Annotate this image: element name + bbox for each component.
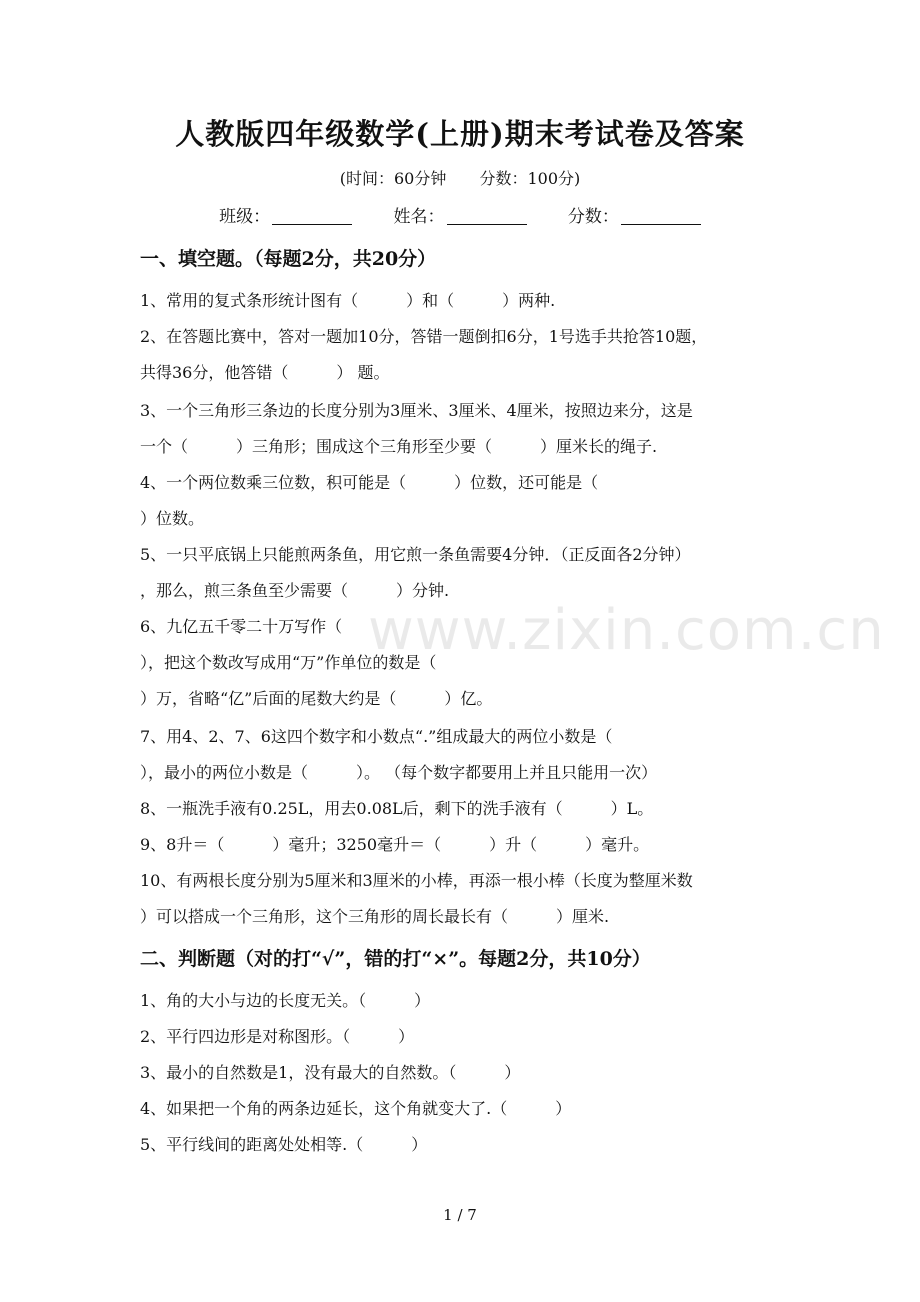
question-line: 1、常用的复式条形统计图有（ ）和（ ）两种. xyxy=(140,291,556,310)
time-info: (时间：60分钟 xyxy=(339,169,447,188)
class-label: 班级： xyxy=(219,207,271,227)
question-line: 10、有两根长度分别为5厘米和3厘米的小棒，再添一根小棒（长度为整厘米数 xyxy=(140,871,693,890)
section-judge-heading: 二、判断题（对的打“√”，错的打“×”。每题2分，共10分） xyxy=(140,948,651,970)
question-line: 3、一个三角形三条边的长度分别为3厘米、3厘米、4厘米，按照边来分，这是 xyxy=(140,401,693,420)
question-line: 4、如果把一个角的两条边延长，这个角就变大了.（ ） xyxy=(140,1099,572,1118)
name-label: 姓名： xyxy=(393,207,445,227)
class-blank[interactable] xyxy=(272,208,352,225)
question-line: ）万，省略“亿”后面的尾数大约是（ ）亿。 xyxy=(140,689,493,708)
question-line: 6、九亿五千零二十万写作（ xyxy=(140,617,343,636)
question-line: 共得36分，他答错（ ） 题。 xyxy=(140,363,390,382)
question-line: ）可以搭成一个三角形，这个三角形的周长最长有（ ）厘米. xyxy=(140,907,610,926)
exam-info xyxy=(0,166,920,189)
score-label: 分数： xyxy=(567,207,619,227)
question-line: ）位数。 xyxy=(140,509,205,528)
question-line: 9、8升＝（ ）毫升；3250毫升＝（ ）升（ ）毫升。 xyxy=(140,835,650,854)
question-line: ），最小的两位小数是（ ）。 （每个数字都要用上并且只能用一次） xyxy=(140,763,658,782)
question-line: 1、角的大小与边的长度无关。（ ） xyxy=(140,991,431,1010)
name-blank[interactable] xyxy=(447,208,527,225)
page-number: 1 / 7 xyxy=(443,1206,477,1224)
question-line: 2、在答题比赛中，答对一题加10分，答错一题倒扣6分，1号选手共抢答10题， xyxy=(140,327,708,346)
question-line: ，那么，煎三条鱼至少需要（ ）分钟. xyxy=(140,581,450,600)
question-line: ），把这个数改写成用“万”作单位的数是（ xyxy=(140,653,437,672)
name-field xyxy=(394,202,527,227)
question-line: 2、平行四边形是对称图形。（ ） xyxy=(140,1027,415,1046)
class-field xyxy=(219,202,352,227)
score-field xyxy=(568,202,701,227)
question-line: 3、最小的自然数是1，没有最大的自然数。（ ） xyxy=(140,1063,521,1082)
question-line: 7、用4、2、7、6这四个数字和小数点“.”组成最大的两位小数是（ xyxy=(140,727,613,746)
question-line: 一个（ ）三角形；围成这个三角形至少要（ ）厘米长的绳子. xyxy=(140,437,658,456)
question-line: 5、一只平底锅上只能煎两条鱼，用它煎一条鱼需要4分钟．（正反面各2分钟） xyxy=(140,545,691,564)
student-fields xyxy=(0,202,920,227)
page-title: 人教版四年级数学(上册)期末考试卷及答案 xyxy=(175,117,745,151)
question-line: 4、一个两位数乘三位数，积可能是（ ）位数，还可能是（ xyxy=(140,473,599,492)
watermark: www.zixin.com.cn xyxy=(368,598,885,663)
score-info: 分数：100分) xyxy=(479,169,581,188)
score-blank[interactable] xyxy=(621,208,701,225)
section-fill-heading: 一、填空题。（每题2分，共20分） xyxy=(140,248,437,270)
question-line: 5、平行线间的距离处处相等.（ ） xyxy=(140,1135,428,1154)
question-line: 8、一瓶洗手液有0.25L，用去0.08L后，剩下的洗手液有（ ）L。 xyxy=(140,799,654,818)
